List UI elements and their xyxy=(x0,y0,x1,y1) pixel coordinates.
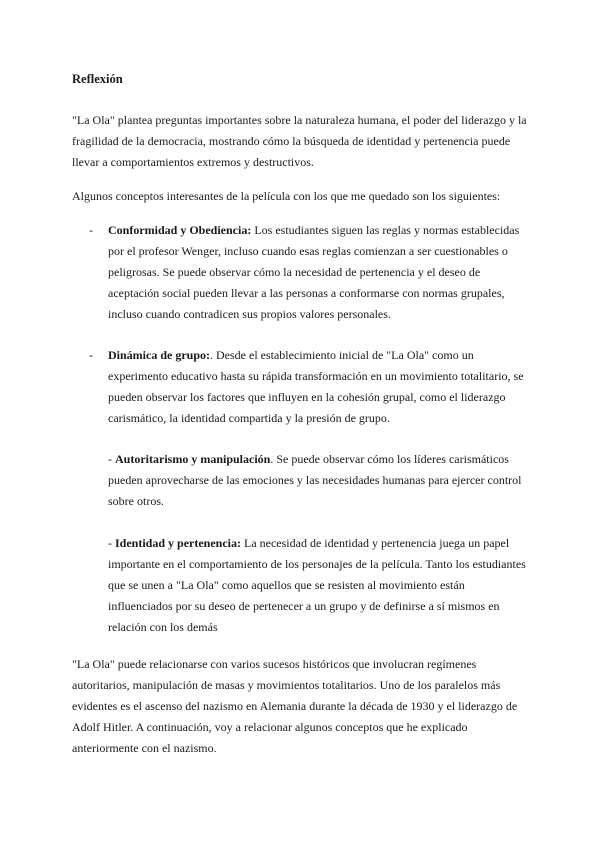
bullet-body: Los estudiantes siguen las reglas y normas establecidas por el profesor Wenger, incluso cuando esas reglas comienzan a ser cuestionables o peligrosas. Se puede observar cómo la necesidad de pertenencia y el deseo de aceptación social pueden llevar a las personas a conformarse con normas grupales, incluso cuando contradicen sus propios valores personales. xyxy=(108,223,520,321)
closing-paragraph: "La Ola" puede relacionarse con varios sucesos históricos que involucran regímenes autoritarios, manipulación de masas y movimientos totalitarios. Uno de los paralelos más evidentes es el ascenso del nazismo en Alemania durante la década de 1930 y el liderazgo de Adolf Hitler. A continuación, voy a relacionar algunos conceptos que he explicado anteriormente con el nazismo. xyxy=(72,657,518,755)
sub-item-body: . Se puede observar cómo los líderes carismáticos pueden aprovecharse de las emociones y las necesidades humanas para ejercer control sobre otros. xyxy=(108,452,522,508)
page-title: Reflexión xyxy=(72,72,123,86)
bullet-dinamica xyxy=(108,345,528,429)
sub-item-body: La necesidad de identidad y pertenencia juega un papel importante en el comportamiento de los personajes de la película. Tanto los estudiantes que se unen a "La Ola" como aquellos que se resisten al movimiento están influenciados por su deseo de pertenecer a un grupo y de definirse a sí mismos en relación con los demás xyxy=(108,536,526,634)
bullet-conformidad xyxy=(108,220,528,325)
sub-item-heading: Autoritarismo y manipulación xyxy=(115,452,271,466)
bullet-dash: - xyxy=(89,348,93,362)
bullet-heading: Conformidad y Obediencia: xyxy=(108,223,252,237)
bullet-body: . Desde el establecimiento inicial de "La Ola" como un experimento educativo hasta su rápida transformación en un movimiento totalitario, se pueden observar los factores que influyen en la cohesión grupal, como el liderazgo carismático, la identidad compartida y la presión de grupo. xyxy=(108,348,524,425)
sub-item-prefix: - xyxy=(108,536,115,550)
sub-item-prefix: - xyxy=(108,452,115,466)
sub-item-identidad xyxy=(108,533,528,638)
bullet-dash: - xyxy=(89,223,93,237)
sub-item-heading: Identidad y pertenencia: xyxy=(115,536,241,550)
bullet-heading: Dinámica de grupo: xyxy=(108,348,210,362)
sub-item-autoritarismo xyxy=(108,449,528,512)
concepts-intro-paragraph: Algunos conceptos interesantes de la película con los que me quedado son los siguientes: xyxy=(72,189,501,203)
intro-paragraph: "La Ola" plantea preguntas importantes sobre la naturaleza humana, el poder del liderazgo y la fragilidad de la democracia, mostrando cómo la búsqueda de identidad y pertenencia puede llevar a comportamientos extremos y destructivos. xyxy=(72,113,527,169)
